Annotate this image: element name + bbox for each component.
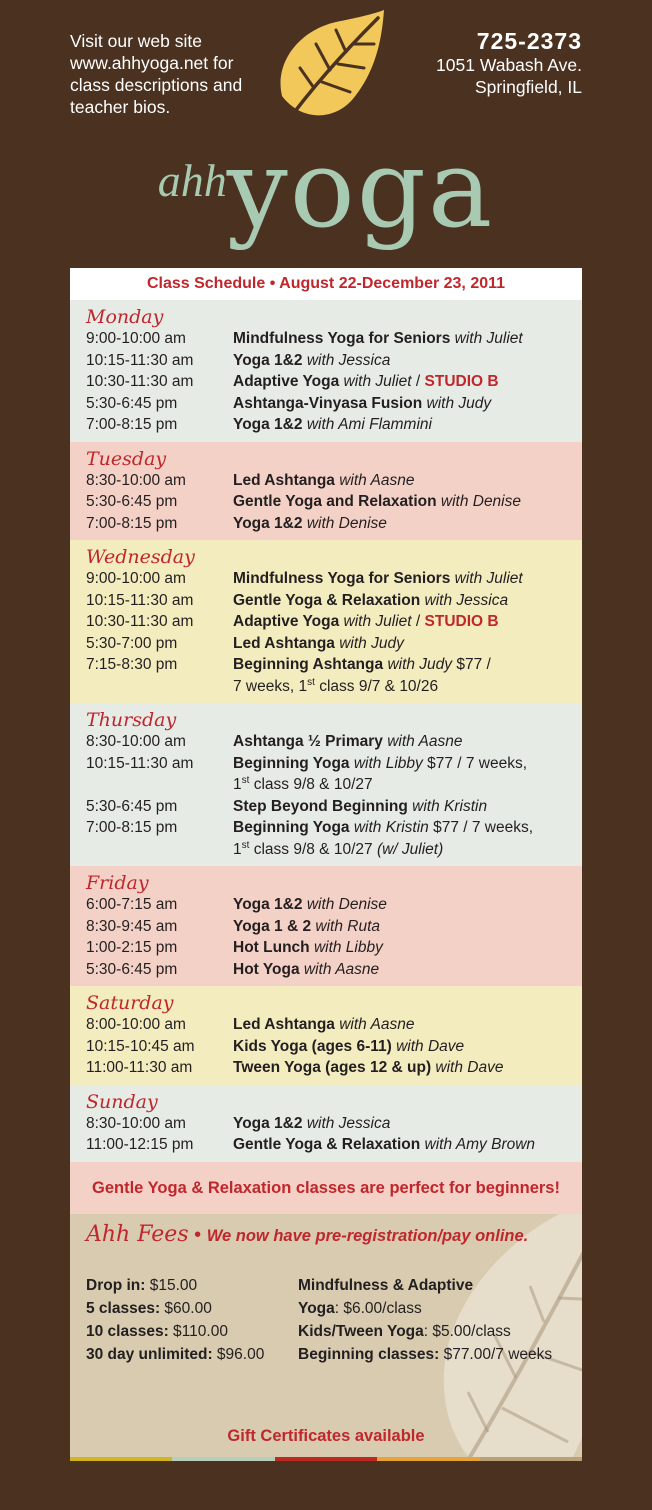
website-line: Visit our web site bbox=[70, 31, 202, 51]
instructor: with Libby bbox=[353, 754, 423, 772]
class-description bbox=[233, 916, 578, 938]
class-row bbox=[86, 1014, 582, 1036]
fee-value: : $6.00/class bbox=[334, 1299, 422, 1317]
class-name: Ashtanga-Vinyasa Fusion bbox=[233, 394, 423, 412]
instructor: with Libby bbox=[313, 939, 383, 956]
fee-label: 5 classes: bbox=[86, 1299, 161, 1317]
instructor: with Juliet bbox=[343, 613, 412, 630]
class-description bbox=[233, 491, 578, 513]
fee-line bbox=[86, 1297, 264, 1320]
class-detail: 7 weeks, 1 bbox=[233, 677, 308, 695]
class-time: 5:30-6:45 pm bbox=[86, 797, 178, 815]
color-strip bbox=[70, 1457, 582, 1462]
class-name: Yoga 1&2 bbox=[233, 416, 303, 433]
ordinal-suffix: st bbox=[241, 839, 250, 851]
instructor: with Jessica bbox=[306, 1114, 391, 1132]
class-detail: 1 bbox=[233, 776, 242, 793]
fee-line bbox=[86, 1343, 264, 1366]
fee-label: 30 day unlimited: bbox=[86, 1345, 213, 1363]
class-description bbox=[233, 1113, 578, 1135]
class-name: Tween Yoga (ages 12 & up) bbox=[233, 1059, 432, 1076]
fee-value: $60.00 bbox=[160, 1299, 212, 1317]
class-description bbox=[233, 959, 578, 981]
fee-value: : $5.00/class bbox=[423, 1322, 511, 1340]
class-row bbox=[86, 817, 582, 860]
beginners-note: Gentle Yoga & Relaxation classes are perfect for beginners! bbox=[70, 1162, 582, 1214]
class-name: Beginning Ashtanga bbox=[233, 656, 384, 673]
class-description bbox=[233, 414, 578, 436]
class-time: 11:00-11:30 am bbox=[86, 1059, 193, 1076]
instructor: with Amy Brown bbox=[424, 1136, 536, 1153]
color-swatch bbox=[377, 1457, 479, 1462]
class-detail: class 9/8 & 10/27 bbox=[249, 840, 377, 858]
instructor: with Judy bbox=[339, 634, 404, 652]
class-row bbox=[86, 393, 582, 415]
instructor: with Denise bbox=[440, 493, 521, 510]
fee-line bbox=[86, 1274, 264, 1297]
class-row bbox=[86, 590, 582, 612]
color-swatch bbox=[70, 1457, 172, 1462]
day-saturday bbox=[70, 986, 582, 1085]
class-description bbox=[233, 350, 578, 372]
fees-label: Ahh Fees bbox=[86, 1221, 189, 1247]
fees-left-column bbox=[86, 1274, 264, 1366]
class-row bbox=[86, 328, 582, 350]
class-name: Hot Lunch bbox=[233, 939, 310, 956]
class-detail: 1 bbox=[233, 840, 242, 858]
class-detail: class 9/7 & 10/26 bbox=[314, 677, 439, 695]
class-row bbox=[86, 470, 582, 492]
day-name: Tuesday bbox=[86, 447, 167, 470]
class-row bbox=[86, 753, 582, 796]
class-time: 5:30-6:45 pm bbox=[86, 394, 178, 412]
class-description bbox=[233, 568, 578, 590]
instructor: with Aasne bbox=[339, 1016, 415, 1033]
phone-number: 725-2373 bbox=[476, 28, 582, 54]
instructor: with Dave bbox=[435, 1059, 504, 1076]
class-name: Mindfulness Yoga for Seniors bbox=[233, 570, 451, 587]
class-row bbox=[86, 894, 582, 916]
instructor: with Aasne bbox=[387, 733, 463, 750]
class-name: Led Ashtanga bbox=[233, 634, 335, 652]
day-name: Friday bbox=[86, 872, 149, 894]
logo-word: yoga bbox=[226, 127, 495, 252]
class-row bbox=[86, 633, 582, 655]
instructor: with Ruta bbox=[315, 917, 381, 935]
class-name: Led Ashtanga bbox=[233, 471, 335, 489]
class-time: 10:30-11:30 am bbox=[86, 373, 194, 390]
class-description bbox=[233, 1134, 578, 1156]
day-name: Monday bbox=[86, 306, 164, 328]
class-name: Hot Yoga bbox=[233, 960, 300, 978]
class-description bbox=[233, 1036, 578, 1058]
fee-label: Beginning classes: bbox=[298, 1345, 440, 1363]
class-detail: $77 / 7 weeks, bbox=[422, 754, 528, 772]
studio-label: STUDIO B bbox=[424, 373, 499, 390]
class-description bbox=[233, 937, 578, 959]
class-name: Yoga 1&2 bbox=[233, 351, 303, 369]
class-name: Yoga 1 & 2 bbox=[233, 917, 312, 935]
class-name: Beginning Yoga bbox=[233, 754, 350, 772]
class-name: Gentle Yoga & Relaxation bbox=[233, 591, 421, 609]
leaf-logo-icon bbox=[270, 8, 390, 133]
class-row bbox=[86, 1134, 582, 1156]
class-name: Gentle Yoga and Relaxation bbox=[233, 493, 437, 510]
class-detail: $77 / 7 weeks, bbox=[428, 819, 534, 836]
fee-label: Kids/Tween Yoga bbox=[298, 1322, 424, 1340]
day-sunday bbox=[70, 1085, 582, 1162]
instructor: with Judy bbox=[426, 394, 492, 412]
class-time: 8:30-9:45 am bbox=[86, 917, 178, 935]
class-time: 6:00-7:15 am bbox=[86, 896, 178, 913]
header bbox=[0, 0, 652, 265]
class-row bbox=[86, 371, 582, 393]
class-name: Adaptive Yoga bbox=[233, 373, 340, 390]
website-info bbox=[70, 30, 242, 118]
color-swatch bbox=[275, 1457, 377, 1462]
class-detail: / bbox=[411, 613, 425, 630]
website-line: www.ahhyoga.net for bbox=[70, 53, 234, 73]
class-time: 10:15-11:30 am bbox=[86, 754, 194, 772]
instructor: with Kristin bbox=[353, 819, 429, 836]
class-row bbox=[86, 1036, 582, 1058]
instructor: with Denise bbox=[306, 514, 387, 532]
class-description bbox=[233, 470, 578, 492]
class-time: 5:30-6:45 pm bbox=[86, 493, 178, 510]
class-row bbox=[86, 414, 582, 436]
class-time: 7:00-8:15 pm bbox=[86, 819, 178, 836]
class-time: 7:00-8:15 pm bbox=[86, 416, 178, 433]
instructor: (w/ Juliet) bbox=[376, 840, 444, 858]
class-time: 7:15-8:30 pm bbox=[86, 656, 178, 673]
class-time: 5:30-7:00 pm bbox=[86, 634, 178, 652]
website-line: class descriptions and bbox=[70, 75, 243, 95]
schedule-card bbox=[70, 268, 582, 1461]
class-row bbox=[86, 611, 582, 633]
fees-heading bbox=[86, 1222, 528, 1247]
class-row bbox=[86, 513, 582, 535]
fee-value: $77.00/7 weeks bbox=[439, 1345, 553, 1363]
instructor: with Jessica bbox=[306, 351, 391, 369]
class-time: 8:30-10:00 am bbox=[86, 1114, 186, 1132]
class-time: 8:30-10:00 am bbox=[86, 471, 186, 489]
class-description bbox=[233, 590, 578, 612]
day-friday bbox=[70, 866, 582, 986]
schedule-days bbox=[70, 300, 582, 1162]
class-name: Kids Yoga (ages 6-11) bbox=[233, 1037, 392, 1055]
instructor: with Denise bbox=[306, 896, 387, 913]
class-name: Yoga 1&2 bbox=[233, 514, 303, 532]
class-name: Mindfulness Yoga for Seniors bbox=[233, 330, 451, 347]
class-description bbox=[233, 1057, 578, 1079]
class-description bbox=[233, 817, 578, 860]
class-time: 10:15-11:30 am bbox=[86, 591, 194, 609]
class-time: 9:00-10:00 am bbox=[86, 330, 186, 347]
class-name: Adaptive Yoga bbox=[233, 613, 340, 630]
day-name: Saturday bbox=[86, 992, 174, 1014]
instructor: with Ami Flammini bbox=[306, 416, 432, 433]
instructor: with Jessica bbox=[424, 591, 509, 609]
instructor: with Aasne bbox=[339, 471, 415, 489]
fees-right-column bbox=[298, 1274, 552, 1366]
instructor: with Kristin bbox=[412, 797, 488, 815]
class-name: Yoga 1&2 bbox=[233, 1114, 303, 1132]
contact-info bbox=[436, 28, 582, 98]
day-monday bbox=[70, 300, 582, 442]
gift-certificates: Gift Certificates available bbox=[227, 1426, 425, 1445]
fee-value: $15.00 bbox=[145, 1276, 198, 1294]
day-name: Thursday bbox=[86, 709, 177, 731]
schedule-title: Class Schedule • August 22-December 23, 2011 bbox=[70, 268, 582, 300]
class-description bbox=[233, 753, 578, 796]
ordinal-suffix: st bbox=[241, 774, 250, 786]
class-name: Beginning Yoga bbox=[233, 819, 350, 836]
class-description bbox=[233, 654, 578, 697]
fee-label: Mindfulness & Adaptive bbox=[298, 1276, 474, 1294]
class-description bbox=[233, 731, 578, 753]
class-time: 10:30-11:30 am bbox=[86, 613, 194, 630]
class-row bbox=[86, 350, 582, 372]
fee-value: $96.00 bbox=[212, 1345, 265, 1363]
class-description bbox=[233, 328, 578, 350]
studio-label: STUDIO B bbox=[424, 613, 499, 630]
fee-line bbox=[86, 1320, 264, 1343]
class-description bbox=[233, 796, 578, 818]
class-time: 7:00-8:15 pm bbox=[86, 514, 178, 532]
class-time: 8:00-10:00 am bbox=[86, 1016, 186, 1033]
instructor: with Judy bbox=[387, 656, 453, 673]
day-name: Wednesday bbox=[86, 546, 195, 568]
class-description bbox=[233, 633, 578, 655]
fee-line bbox=[298, 1320, 552, 1343]
class-description bbox=[233, 371, 578, 393]
day-tuesday bbox=[70, 442, 582, 541]
instructor: with Aasne bbox=[303, 960, 380, 978]
class-row bbox=[86, 654, 582, 697]
fee-line bbox=[298, 1297, 552, 1320]
day-thursday bbox=[70, 703, 582, 866]
fees-message: We now have pre-registration/pay online. bbox=[206, 1226, 529, 1245]
day-wednesday bbox=[70, 540, 582, 703]
fee-line bbox=[298, 1274, 552, 1297]
class-name: Ashtanga ½ Primary bbox=[233, 733, 383, 750]
instructor: with Juliet bbox=[454, 330, 523, 347]
class-row bbox=[86, 796, 582, 818]
address-line: 1051 Wabash Ave. bbox=[436, 55, 582, 75]
class-row bbox=[86, 1113, 582, 1135]
fees-section bbox=[70, 1214, 582, 1457]
class-row bbox=[86, 959, 582, 981]
class-name: Led Ashtanga bbox=[233, 1016, 335, 1033]
fees-bullet: • bbox=[188, 1223, 207, 1246]
class-row bbox=[86, 1057, 582, 1079]
logo-prefix: ahh bbox=[157, 155, 227, 206]
class-row bbox=[86, 937, 582, 959]
ahh-yoga-logo bbox=[0, 127, 652, 252]
color-swatch bbox=[172, 1457, 274, 1462]
fee-label: Yoga bbox=[298, 1299, 335, 1317]
class-description bbox=[233, 611, 578, 633]
class-description bbox=[233, 1014, 578, 1036]
class-time: 10:15-10:45 am bbox=[86, 1037, 195, 1055]
class-description bbox=[233, 513, 578, 535]
class-time: 8:30-10:00 am bbox=[86, 733, 186, 750]
class-time: 1:00-2:15 pm bbox=[86, 939, 178, 956]
instructor: with Dave bbox=[396, 1037, 465, 1055]
class-name: Step Beyond Beginning bbox=[233, 797, 408, 815]
class-row bbox=[86, 731, 582, 753]
class-time: 5:30-6:45 pm bbox=[86, 960, 178, 978]
fee-value: $110.00 bbox=[168, 1322, 228, 1340]
class-time: 9:00-10:00 am bbox=[86, 570, 186, 587]
class-name: Gentle Yoga & Relaxation bbox=[233, 1136, 421, 1153]
fee-label: Drop in: bbox=[86, 1276, 146, 1294]
class-name: Yoga 1&2 bbox=[233, 896, 303, 913]
class-detail: / bbox=[411, 373, 425, 390]
instructor: with Juliet bbox=[343, 373, 412, 390]
class-description bbox=[233, 894, 578, 916]
class-time: 11:00-12:15 pm bbox=[86, 1136, 194, 1153]
class-time: 10:15-11:30 am bbox=[86, 351, 194, 369]
day-name: Sunday bbox=[86, 1090, 158, 1113]
instructor: with Juliet bbox=[454, 570, 523, 587]
fee-label: 10 classes: bbox=[86, 1322, 169, 1340]
class-detail: $77 / bbox=[452, 656, 491, 673]
color-swatch bbox=[480, 1457, 582, 1462]
class-description bbox=[233, 393, 578, 415]
website-line: teacher bios. bbox=[70, 97, 171, 117]
class-detail: class 9/8 & 10/27 bbox=[249, 776, 373, 793]
fee-line bbox=[298, 1343, 552, 1366]
class-row bbox=[86, 491, 582, 513]
class-row bbox=[86, 568, 582, 590]
class-row bbox=[86, 916, 582, 938]
address-line: Springfield, IL bbox=[474, 77, 582, 97]
ordinal-suffix: st bbox=[307, 676, 315, 688]
